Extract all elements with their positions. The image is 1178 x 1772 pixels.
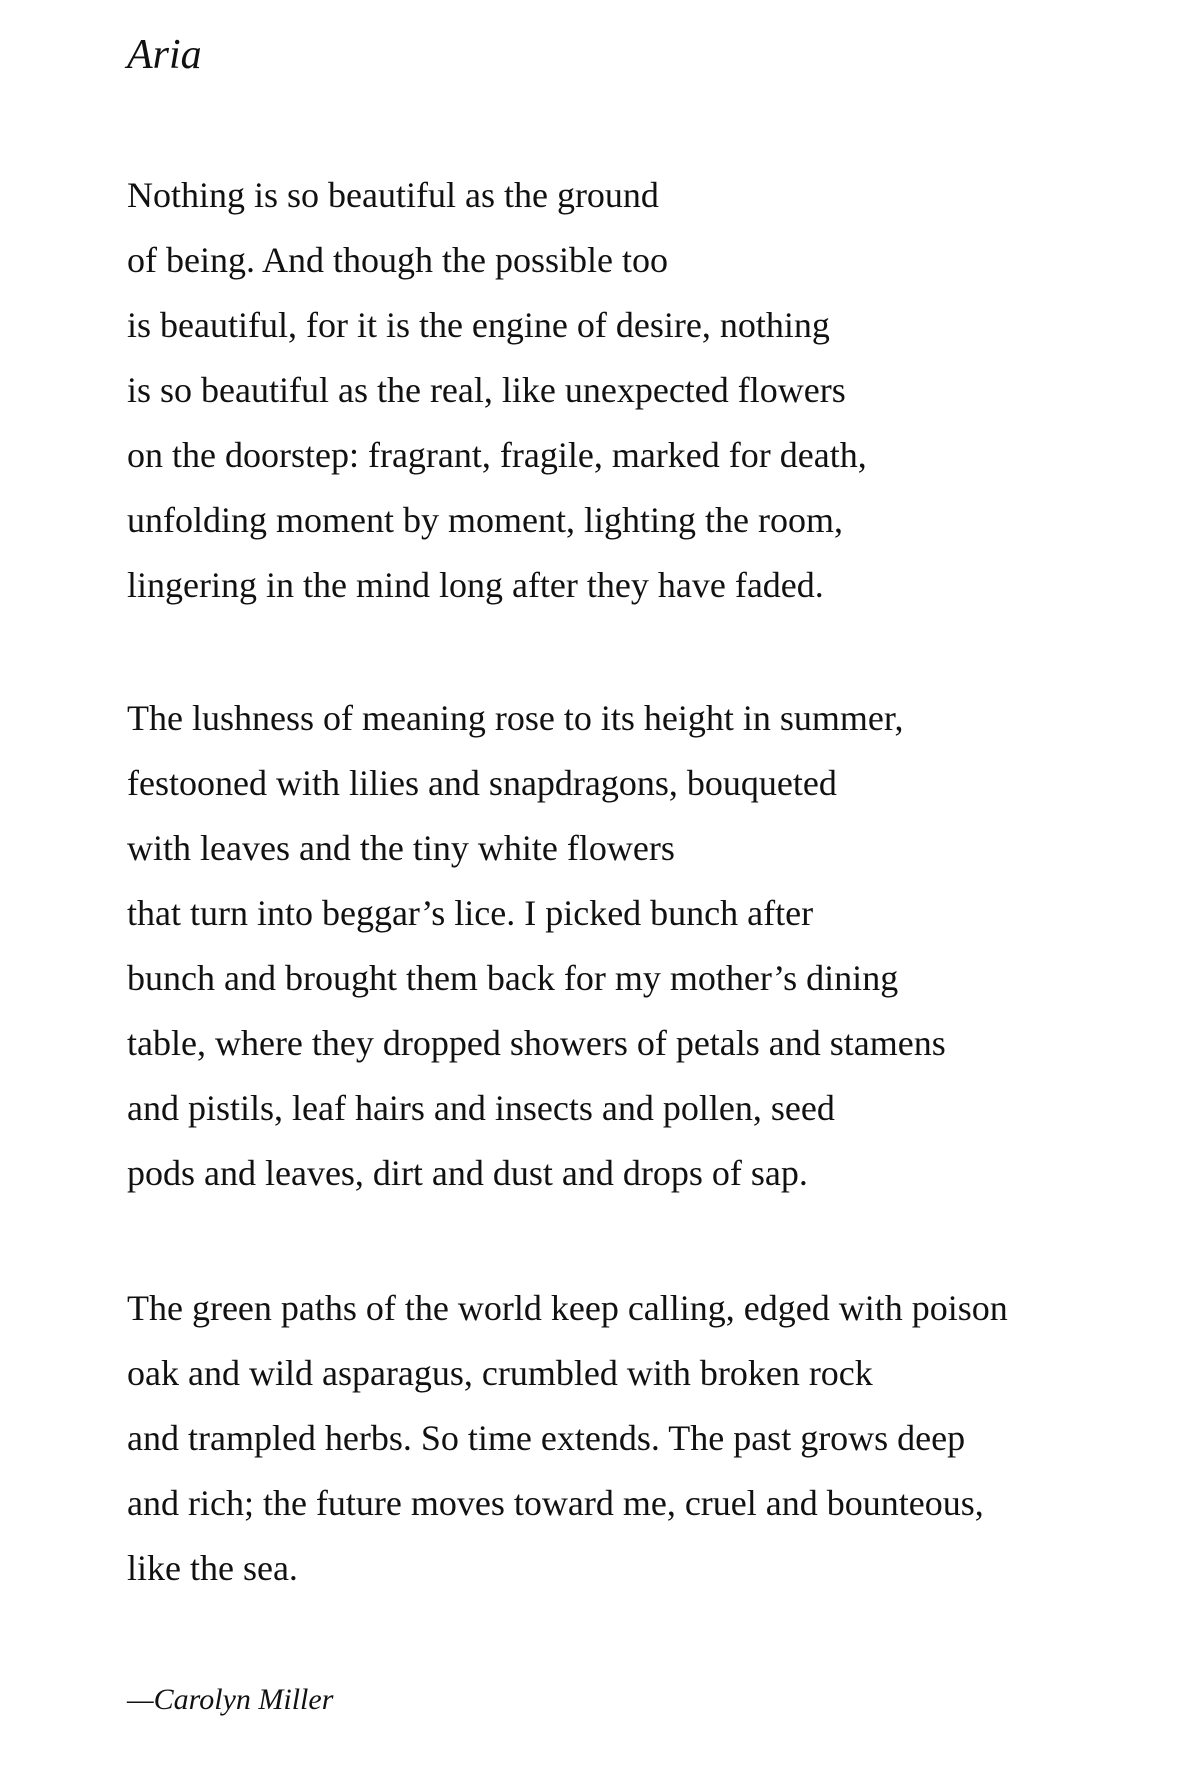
poem-title: Aria (127, 32, 202, 78)
stanza-3 (127, 1276, 1008, 1601)
poem-line: pods and leaves, dirt and dust and drops of sap. (127, 1153, 808, 1193)
poem-line: table, where they dropped showers of petals and stamens (127, 1023, 946, 1063)
poem-line: and pistils, leaf hairs and insects and pollen, seed (127, 1088, 835, 1128)
poem-line: and trampled herbs. So time extends. The past grows deep (127, 1418, 966, 1458)
poem-line: on the doorstep: fragrant, fragile, marked for death, (127, 435, 867, 475)
poem-line: like the sea. (127, 1548, 298, 1588)
poem-line: The green paths of the world keep calling, edged with poison (127, 1288, 1008, 1328)
poem-line: is so beautiful as the real, like unexpected flowers (127, 370, 846, 410)
stanza-2 (127, 686, 946, 1206)
poem-line: lingering in the mind long after they have faded. (127, 565, 824, 605)
poem-line: festooned with lilies and snapdragons, bouqueted (127, 763, 837, 803)
poem-line: unfolding moment by moment, lighting the room, (127, 500, 843, 540)
poem-line: of being. And though the possible too (127, 240, 668, 280)
poem-attribution: —Carolyn Miller (127, 1683, 334, 1716)
poem-line: Nothing is so beautiful as the ground (127, 175, 659, 215)
poem-line: with leaves and the tiny white flowers (127, 828, 675, 868)
poem-line: bunch and brought them back for my mother’s dining (127, 958, 899, 998)
poem-line: oak and wild asparagus, crumbled with broken rock (127, 1353, 873, 1393)
poem-line: is beautiful, for it is the engine of desire, nothing (127, 305, 830, 345)
poem-line: The lushness of meaning rose to its height in summer, (127, 698, 904, 738)
stanza-1 (127, 163, 867, 618)
poem-line: that turn into beggar’s lice. I picked bunch after (127, 893, 814, 933)
poem-line: and rich; the future moves toward me, cruel and bounteous, (127, 1483, 984, 1523)
